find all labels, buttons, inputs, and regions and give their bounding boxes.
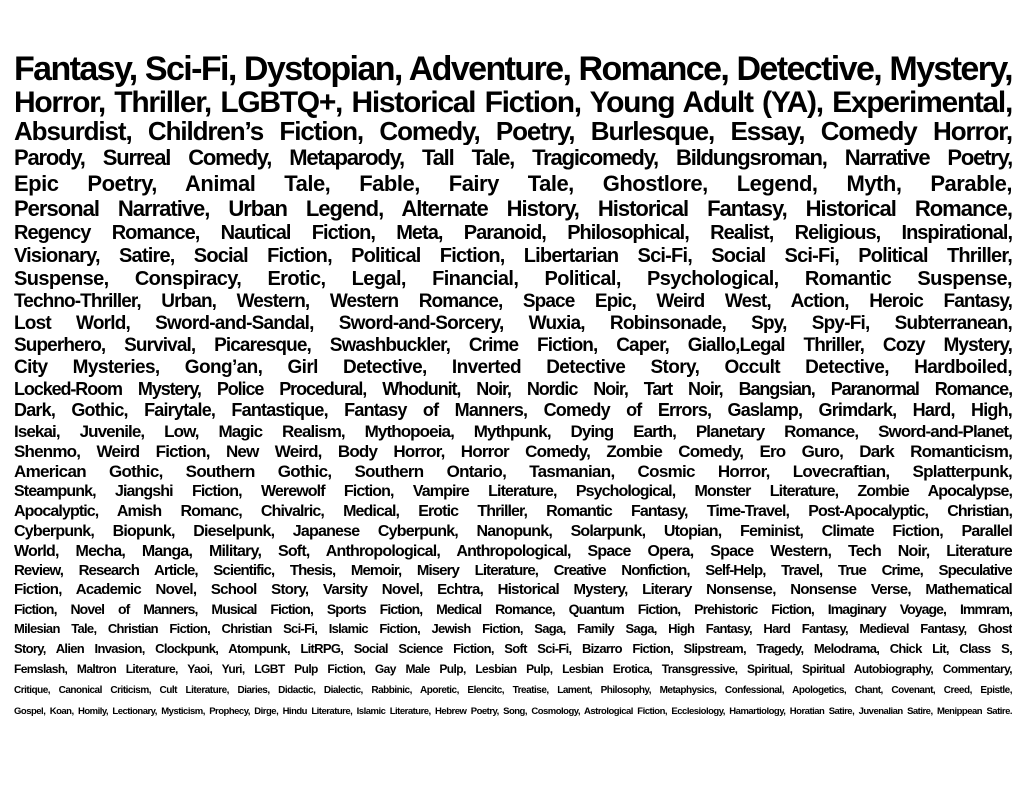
genre-line-19: Steampunk, Jiangshi Fiction, Werewolf Fiction, Vampire Literature, Psychological, Monster Literature, Zombie Apocalypse, [14, 483, 1012, 500]
genre-line-14: Locked-Room Mystery, Police Procedural, Whodunit, Noir, Nordic Noir, Tart Noir, Bangsian, Paranormal Romance, [14, 379, 1012, 399]
genre-line-29: Critique, Canonical Criticism, Cult Literature, Diaries, Didactic, Dialectic, Rabbinic, Aporetic, Elencitc, Treatise, Lament, Philosophy, Metaphysics, Confessional, Apologetics, Chant, Covenant, Creed, Epistle, [14, 685, 1012, 696]
genre-line-21: Cyberpunk, Biopunk, Dieselpunk, Japanese Cyberpunk, Nanopunk, Solarpunk, Utopian, Feminist, Climate Fiction, Parallel [14, 523, 1012, 540]
genre-line-3: Absurdist, Children’s Fiction, Comedy, Poetry, Burlesque, Essay, Comedy Horror, [14, 118, 1012, 145]
genre-line-12: Superhero, Survival, Picaresque, Swashbuckler, Crime Fiction, Caper, Giallo,Legal Thriller, Cozy Mystery, [14, 335, 1012, 356]
genre-line-20: Apocalyptic, Amish Romanc, Chivalric, Medical, Erotic Thriller, Romantic Fantasy, Time-Travel, Post-Apocalyptic, Christian, [14, 503, 1012, 520]
genre-line-9: Suspense, Conspiracy, Erotic, Legal, Financial, Political, Psychological, Romantic Suspense, [14, 268, 1012, 290]
genre-line-28: Femslash, Maltron Literature, Yaoi, Yuri, LGBT Pulp Fiction, Gay Male Pulp, Lesbian Pulp, Lesbian Erotica, Transgressive, Spiritual, Spiritual Autobiography, Commentary, [14, 662, 1012, 676]
genre-line-16: Isekai, Juvenile, Low, Magic Realism, Mythopoeia, Mythpunk, Dying Earth, Planetary Romance, Sword-and-Planet, [14, 422, 1012, 441]
genre-line-7: Regency Romance, Nautical Fiction, Meta, Paranoid, Philosophical, Realist, Religious, Inspirational, [14, 222, 1012, 244]
genre-list [14, 50, 1012, 722]
genre-line-8: Visionary, Satire, Social Fiction, Political Fiction, Libertarian Sci-Fi, Social Sci-Fi, Political Thriller, [14, 245, 1012, 267]
genre-line-23: Review, Research Article, Scientific, Thesis, Memoir, Misery Literature, Creative Nonfiction, Self-Help, Travel, True Crime, Speculative [14, 562, 1012, 579]
genre-line-5: Epic Poetry, Animal Tale, Fable, Fairy Tale, Ghostlore, Legend, Myth, Parable, [14, 171, 1012, 196]
genre-line-2: Horror, Thriller, LGBTQ+, Historical Fiction, Young Adult (YA), Experimental, [14, 88, 1012, 118]
genre-line-10: Techno-Thriller, Urban, Western, Western Romance, Space Epic, Weird West, Action, Heroic Fantasy, [14, 291, 1012, 312]
genre-line-17: Shenmo, Weird Fiction, New Weird, Body Horror, Horror Comedy, Zombie Comedy, Ero Guro, Dark Romanticism, [14, 442, 1012, 461]
genre-line-25: Fiction, Novel of Manners, Musical Fiction, Sports Fiction, Medical Romance, Quantum Fiction, Prehistoric Fiction, Imaginary Voyage, Immram, [14, 601, 1012, 617]
genre-line-22: World, Mecha, Manga, Military, Soft, Anthropological, Anthropological, Space Opera, Space Western, Tech Noir, Literature [14, 543, 1012, 560]
genre-line-27: Story, Alien Invasion, Clockpunk, Atompunk, LitRPG, Social Science Fiction, Soft Sci-Fi, Bizarro Fiction, Slipstream, Tragedy, Melodrama, Chick Lit, Class S, [14, 641, 1012, 656]
genre-line-1: Fantasy, Sci-Fi, Dystopian, Adventure, Romance, Detective, Mystery, [14, 50, 1012, 88]
genre-line-24: Fiction, Academic Novel, School Story, Varsity Novel, Echtra, Historical Mystery, Literary Nonsense, Nonsense Verse, Mathematical [14, 581, 1012, 598]
genre-line-18: American Gothic, Southern Gothic, Southern Ontario, Tasmanian, Cosmic Horror, Lovecraftian, Splatterpunk, [14, 462, 1012, 481]
genre-line-15: Dark, Gothic, Fairytale, Fantastique, Fantasy of Manners, Comedy of Errors, Gaslamp, Grimdark, Hard, High, [14, 400, 1012, 420]
genre-line-26: Milesian Tale, Christian Fiction, Christian Sci-Fi, Islamic Fiction, Jewish Fiction, Saga, Family Saga, High Fantasy, Hard Fantasy, Medieval Fantasy, Ghost [14, 621, 1012, 636]
genre-line-6: Personal Narrative, Urban Legend, Alternate History, Historical Fantasy, Historical Romance, [14, 196, 1012, 221]
genre-line-4: Parody, Surreal Comedy, Metaparody, Tall Tale, Tragicomedy, Bildungsroman, Narrative Poetry, [14, 145, 1012, 170]
genre-line-30: Gospel, Koan, Homily, Lectionary, Mysticism, Prophecy, Dirge, Hindu Literature, Islamic Literature, Hebrew Poetry, Song, Cosmology, Astrological Fiction, Ecclesiology, Hamartiology, Horatian Satire, Juvenalian Satire, Menippean Satire. [14, 706, 1012, 717]
genre-line-13: City Mysteries, Gong’an, Girl Detective, Inverted Detective Story, Occult Detective, Hardboiled, [14, 357, 1012, 378]
genre-line-11: Lost World, Sword-and-Sandal, Sword-and-Sorcery, Wuxia, Robinsonade, Spy, Spy-Fi, Subterranean, [14, 313, 1012, 334]
